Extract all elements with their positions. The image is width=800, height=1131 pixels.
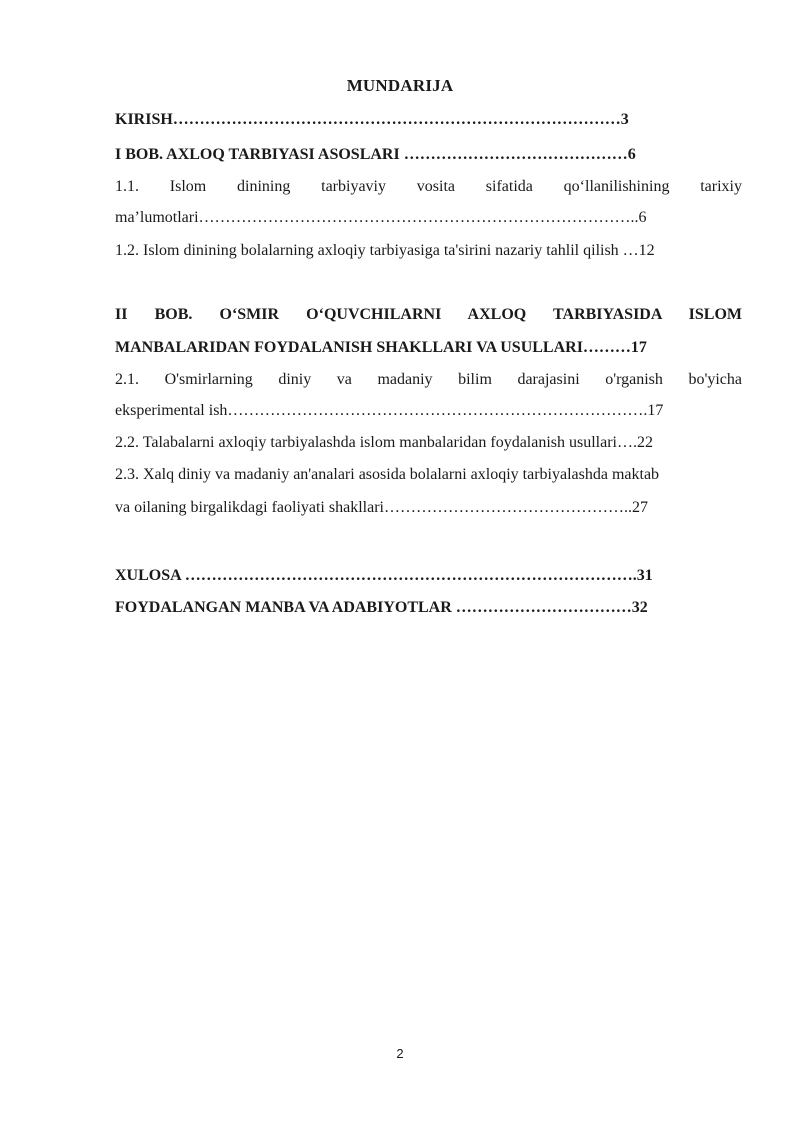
toc-entry-section-1-1-line-2[interactable]: ma’lumotlari………………………………………………………………………..6 xyxy=(115,209,647,226)
page-number: 2 xyxy=(396,1046,404,1061)
toc-entry-section-2-1-line-2[interactable]: eksperimental ish…………………………………………………………………….17 xyxy=(115,402,664,419)
toc-entry-chapter-2-line-2[interactable]: MANBALARIDAN FOYDALANISH SHAKLLARI VA USULLARI………17 xyxy=(115,339,647,356)
toc-entry-references[interactable]: FOYDALANGAN MANBA VA ADABIYOTLAR ……………………………32 xyxy=(115,599,648,616)
toc-entry-section-2-3-line-1[interactable]: 2.3. Xalq diniy va madaniy an'analari asosida bolalarni axloqiy tarbiyalashda maktab xyxy=(115,466,660,483)
toc-entry-xulosa[interactable]: XULOSA ………………………………………………………………………….31 xyxy=(115,567,653,584)
toc-entry-chapter-1[interactable]: I BOB. AXLOQ TARBIYASI ASOSLARI ……………………………………6 xyxy=(115,146,636,163)
toc-entry-chapter-2-line-1[interactable]: II BOB. O‘SMIR O‘QUVCHILARNI AXLOQ TARBIYASIDA ISLOM xyxy=(115,306,742,323)
toc-entry-kirish[interactable]: KIRISH…………………………………………………………………………3 xyxy=(115,111,629,128)
toc-entry-section-2-1-line-1[interactable]: 2.1. O'smirlarning diniy va madaniy bilim darajasini o'rganish bo'yicha xyxy=(115,371,742,388)
toc-entry-section-1-1-line-1[interactable]: 1.1. Islom dinining tarbiyaviy vosita sifatida qo‘llanilishining tarixiy xyxy=(115,178,742,195)
page-title: MUNDARIJA xyxy=(346,76,454,95)
toc-entry-section-1-2[interactable]: 1.2. Islom dinining bolalarning axloqiy tarbiyasiga ta'sirini nazariy tahlil qilish …12 xyxy=(115,242,655,259)
toc-entry-section-2-2[interactable]: 2.2. Talabalarni axloqiy tarbiyalashda islom manbalaridan foydalanish usullari….22 xyxy=(115,434,653,451)
toc-entry-section-2-3-line-2[interactable]: va oilaning birgalikdagi faoliyati shakllari………………………………………..27 xyxy=(115,499,648,516)
